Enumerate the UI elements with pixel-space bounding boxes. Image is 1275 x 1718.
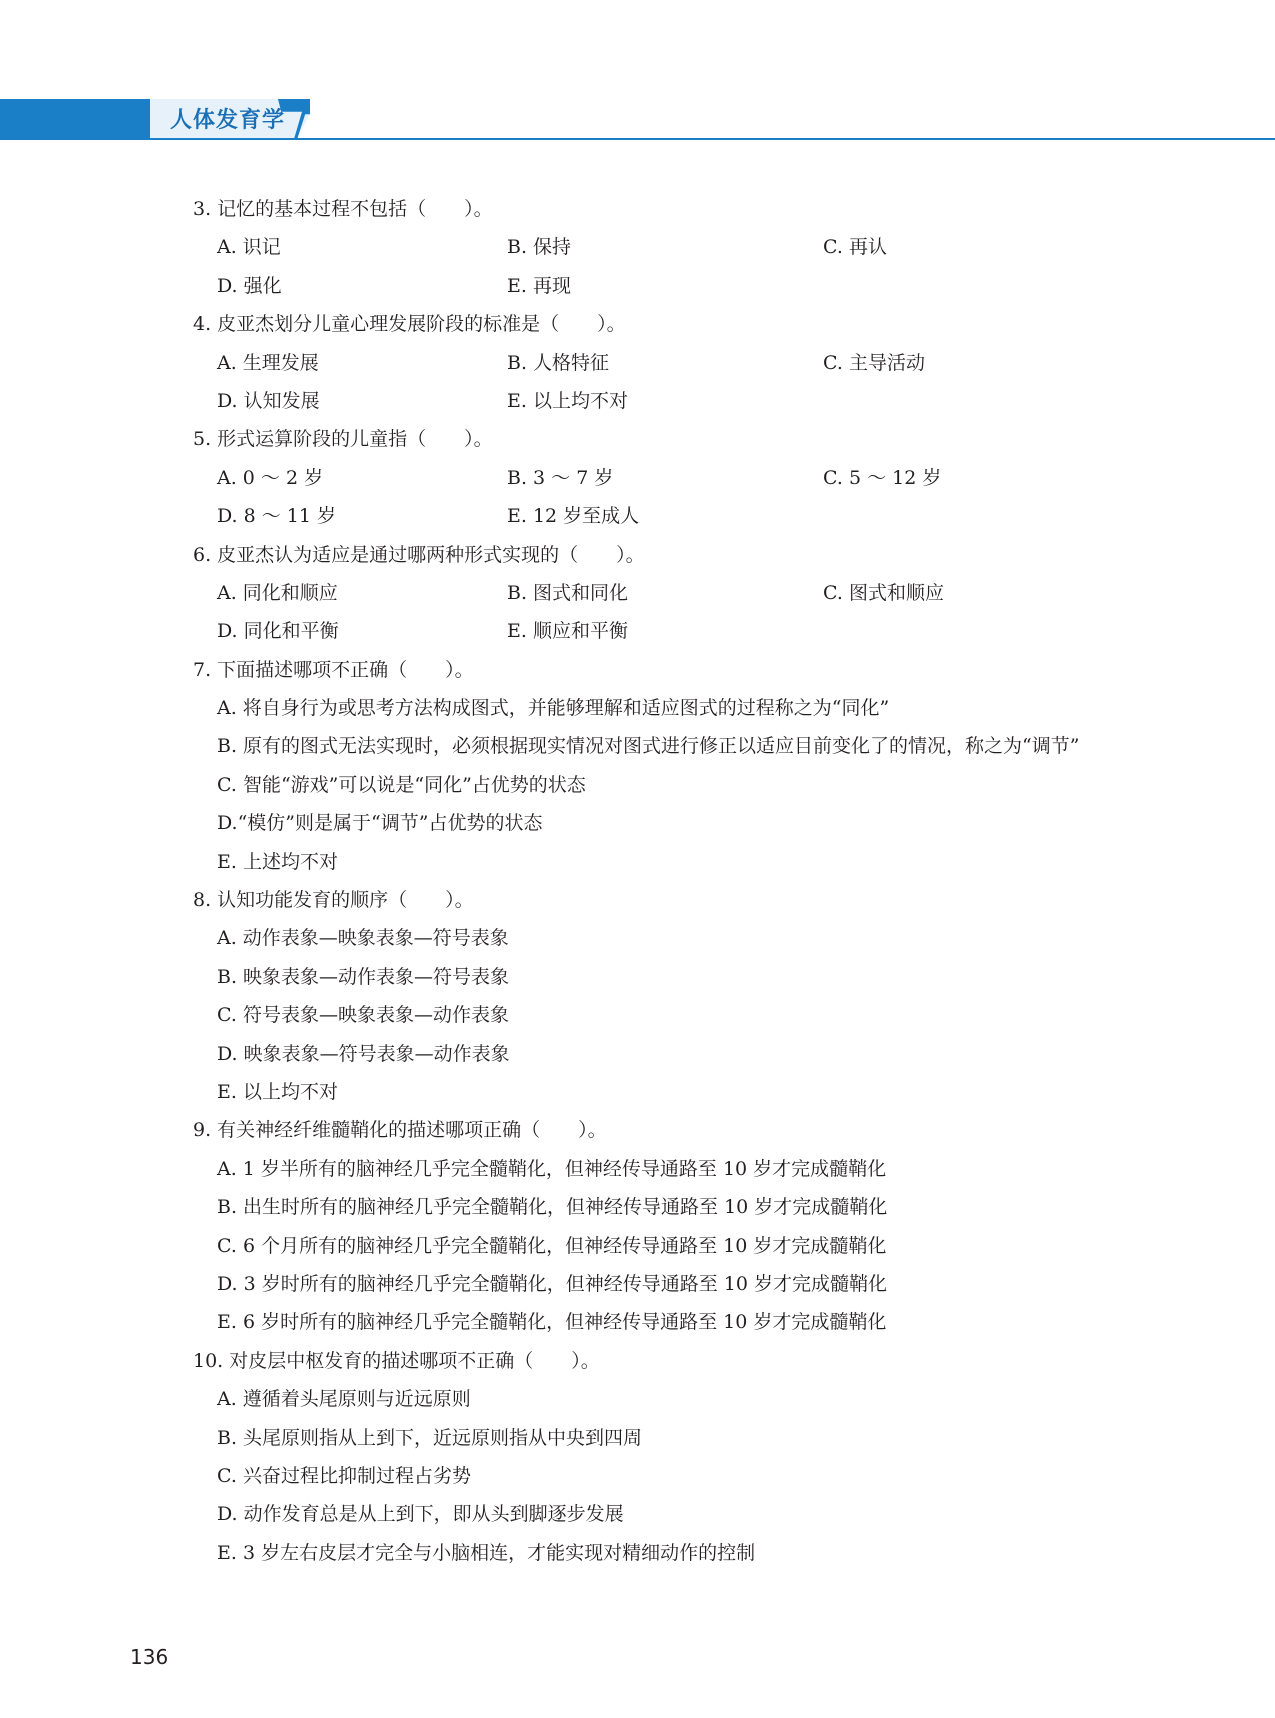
question-block — [193, 190, 1153, 305]
question-stem: 6. 皮亚杰认为适应是通过哪两种形式实现的（ ）。 — [193, 543, 645, 566]
running-header-title: 人体发育学 — [170, 108, 286, 133]
answer-option: A. 遵循着头尾原则与近远原则 — [217, 1388, 471, 1411]
header-accent-bar — [0, 99, 152, 139]
answer-option: C. 图式和顺应 — [823, 581, 944, 604]
question-block — [193, 1342, 1153, 1572]
answer-option: A. 动作表象—映象表象—符号表象 — [217, 927, 509, 950]
answer-option: A. 识记 — [217, 236, 281, 259]
question-block — [193, 1111, 1153, 1341]
answer-option: C. 再认 — [823, 236, 887, 259]
answer-option: C. 兴奋过程比抑制过程占劣势 — [217, 1464, 471, 1487]
option-group — [193, 344, 1153, 421]
answer-option: A. 同化和顺应 — [217, 581, 338, 604]
question-stem: 4. 皮亚杰划分儿童心理发展阶段的标准是（ ）。 — [193, 313, 626, 336]
answer-option: B. 保持 — [507, 236, 572, 259]
answer-option: B. 映象表象—动作表象—符号表象 — [217, 965, 510, 988]
answer-option: E. 6 岁时所有的脑神经几乎完全髓鞘化，但神经传导通路至 10 岁才完成髓鞘化 — [217, 1311, 887, 1334]
option-group — [193, 689, 1153, 881]
answer-option: D. 强化 — [217, 274, 282, 297]
header-rule — [0, 138, 1275, 140]
page-number: 136 — [130, 1645, 169, 1669]
question-block — [193, 536, 1153, 651]
answer-option: C. 6 个月所有的脑神经几乎完全髓鞘化，但神经传导通路至 10 岁才完成髓鞘化 — [217, 1234, 887, 1257]
answer-option: E. 以上均不对 — [507, 389, 628, 412]
answer-option: B. 出生时所有的脑神经几乎完全髓鞘化，但神经传导通路至 10 岁才完成髓鞘化 — [217, 1196, 888, 1219]
question-stem: 8. 认知功能发育的顺序（ ）。 — [193, 889, 474, 912]
answer-option: E. 12 岁至成人 — [507, 505, 640, 528]
answer-option: D.“模仿”则是属于“调节”占优势的状态 — [217, 812, 543, 835]
question-list — [193, 190, 1153, 1572]
option-group — [193, 574, 1153, 651]
answer-option: B. 人格特征 — [507, 351, 610, 374]
answer-option: B. 头尾原则指从上到下，近远原则指从中央到四周 — [217, 1426, 643, 1449]
question-block — [193, 420, 1153, 535]
answer-option: E. 再现 — [507, 274, 571, 297]
answer-option: B. 图式和同化 — [507, 581, 629, 604]
answer-option: D. 8 ～ 11 岁 — [217, 505, 337, 528]
answer-option: D. 认知发展 — [217, 389, 320, 412]
question-block — [193, 881, 1153, 1111]
answer-option: B. 原有的图式无法实现时，必须根据现实情况对图式进行修正以适应目前变化了的情况，称之为“调节” — [217, 735, 1080, 758]
answer-option: C. 主导活动 — [823, 351, 925, 374]
answer-option: E. 3 岁左右皮层才完全与小脑相连，才能实现对精细动作的控制 — [217, 1541, 756, 1564]
option-group — [193, 1380, 1153, 1572]
answer-option: E. 上述均不对 — [217, 850, 338, 873]
answer-option: C. 符号表象—映象表象—动作表象 — [217, 1004, 509, 1027]
option-group — [193, 228, 1153, 305]
answer-option: A. 0 ～ 2 岁 — [217, 466, 324, 489]
question-stem: 9. 有关神经纤维髓鞘化的描述哪项正确（ ）。 — [193, 1119, 607, 1142]
option-group — [193, 1150, 1153, 1342]
answer-option: D. 3 岁时所有的脑神经几乎完全髓鞘化，但神经传导通路至 10 岁才完成髓鞘化 — [217, 1272, 888, 1295]
option-group — [193, 919, 1153, 1111]
answer-option: D. 同化和平衡 — [217, 620, 339, 643]
question-block — [193, 305, 1153, 420]
option-group — [193, 459, 1153, 536]
answer-option: A. 将自身行为或思考方法构成图式，并能够理解和适应图式的过程称之为“同化” — [217, 697, 890, 720]
answer-option: B. 3 ～ 7 岁 — [507, 466, 614, 489]
question-block — [193, 651, 1153, 881]
answer-option: A. 1 岁半所有的脑神经几乎完全髓鞘化，但神经传导通路至 10 岁才完成髓鞘化 — [217, 1157, 887, 1180]
question-stem: 7. 下面描述哪项不正确（ ）。 — [193, 658, 474, 681]
question-stem: 10. 对皮层中枢发育的描述哪项不正确（ ）。 — [193, 1349, 600, 1372]
question-stem: 3. 记忆的基本过程不包括（ ）。 — [193, 198, 493, 220]
answer-option: A. 生理发展 — [217, 351, 319, 374]
answer-option: C. 智能“游戏”可以说是“同化”占优势的状态 — [217, 773, 586, 796]
answer-option: E. 以上均不对 — [217, 1081, 338, 1103]
answer-option: C. 5 ～ 12 岁 — [823, 466, 942, 489]
answer-option: D. 动作发育总是从上到下，即从头到脚逐步发展 — [217, 1503, 624, 1526]
question-stem: 5. 形式运算阶段的儿童指（ ）。 — [193, 428, 493, 451]
answer-option: E. 顺应和平衡 — [507, 620, 628, 643]
answer-option: D. 映象表象—符号表象—动作表象 — [217, 1042, 510, 1065]
